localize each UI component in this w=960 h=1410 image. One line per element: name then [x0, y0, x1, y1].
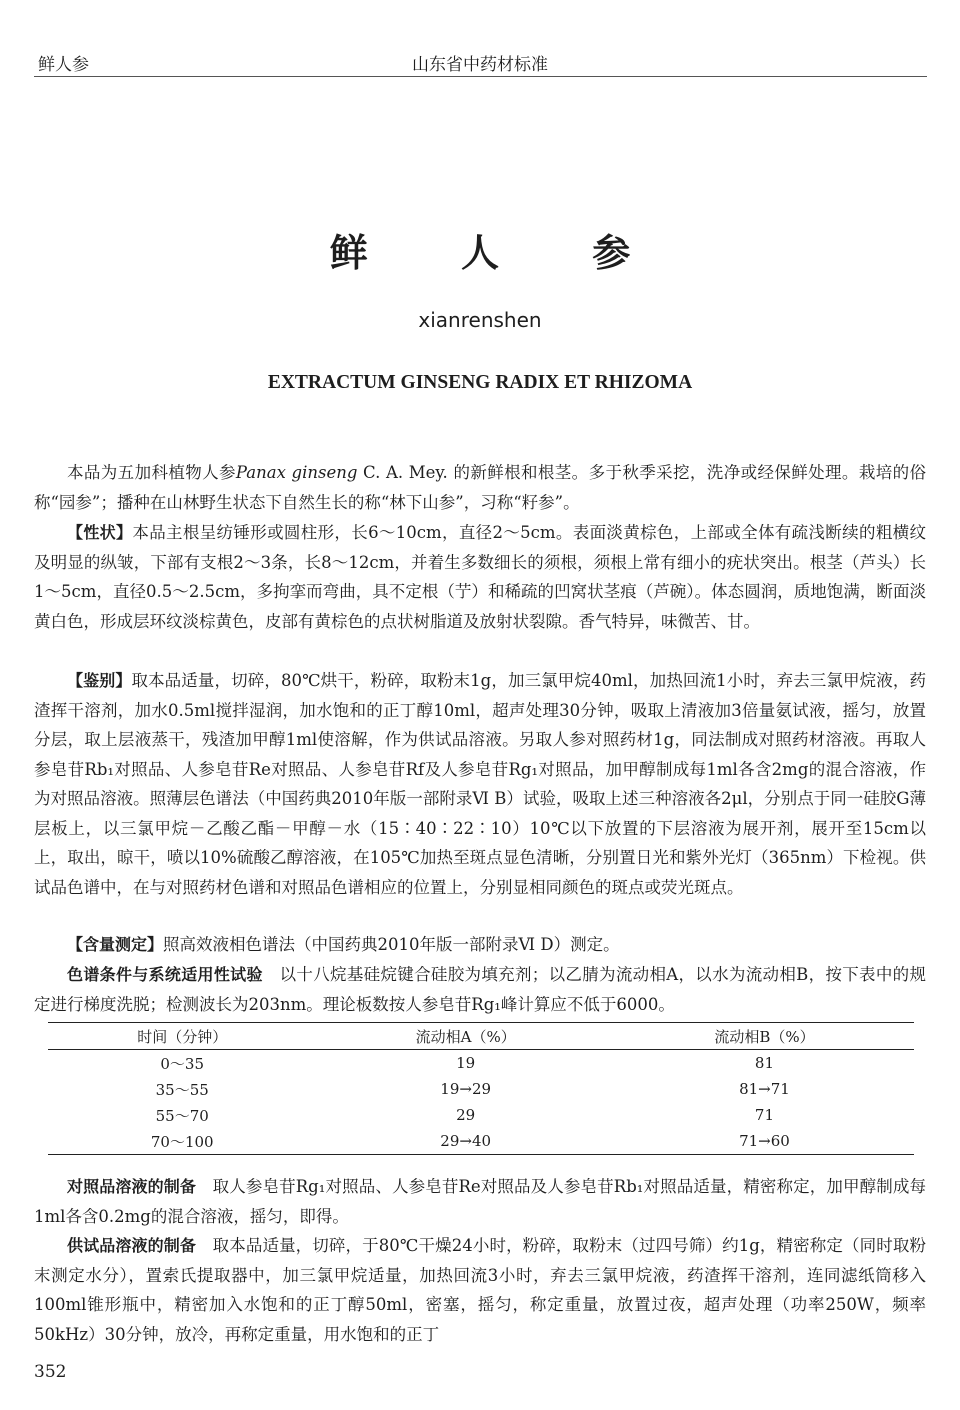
description-text: 本品主根呈纺锤形或圆柱形，长6～10cm，直径2～5cm。表面淡黄棕色，上部或全体有疏浅断续的粗横纹及明显的纵皱，下部有支根2～3条，长8～12cm，并着生多数细长的须根，须根上常有细小的疣状突出。根茎（芦头）长1～5cm，直径0.5～2.5cm，多拘挛而弯曲，具不定根（艼）和稀疏的凹窝状茎痕（芦碗）。体态圆润，质地饱满，断面淡黄白色，形成层环纹淡棕黄色，皮部有黄棕色的点状树脂道及放射状裂隙。香气特异，味微苦、甘。: [34, 523, 926, 631]
reference-solution-text: 取人参皂苷Rg₁对照品、人参皂苷Re对照品及人参皂苷Rb₁对照品适量，精密称定，加甲醇制成每1ml各含0.2mg的混合溶液，摇匀，即得。: [34, 1177, 926, 1226]
table-row: [48, 1128, 914, 1155]
page-number: 352: [34, 1362, 67, 1382]
assay-text: 照高效液相色谱法（中国药典2010年版一部附录Ⅵ D）测定。: [163, 935, 620, 954]
table-cell-phase-b: 71→60: [615, 1128, 914, 1155]
table-cell-time: 35～55: [155, 1080, 209, 1099]
table-row: [48, 1076, 914, 1102]
intro-text-2: C. A. Mey. 的新鲜根和根茎。多于秋季采挖，洗净或经保鲜处理。栽培的俗称“园参”；播种在山林野生状态下自然生长的称“林下山参”，习称“籽参”。: [34, 463, 926, 512]
table-cell-phase-b: 81: [754, 1054, 774, 1072]
header-rule: [34, 76, 927, 77]
reference-solution-heading: 对照品溶液的制备: [67, 1177, 196, 1196]
description-heading: 【性状】: [67, 523, 133, 542]
identification-paragraph: [34, 666, 926, 902]
reference-solution-paragraph: [34, 1172, 926, 1231]
table-header-phase-b: 流动相B（%）: [615, 1023, 914, 1050]
identification-heading: 【鉴别】: [67, 671, 132, 690]
table-cell-phase-a: 29: [456, 1106, 476, 1124]
table-cell-phase-b: 81→71: [739, 1080, 790, 1098]
table-cell-phase-a: 29→40: [316, 1128, 614, 1155]
pinyin-name: xianrenshen: [418, 308, 542, 332]
table-header-row: [48, 1023, 914, 1050]
table-cell-time: 55～70: [155, 1106, 209, 1125]
description-paragraph: [34, 518, 926, 636]
chromatography-heading: 色谱条件与系统适用性试验: [67, 965, 263, 984]
running-header-center: 山东省中药材标准: [412, 55, 548, 75]
table-header-time: 时间（分钟）: [48, 1023, 316, 1050]
species-name: Panax ginseng: [235, 463, 358, 482]
test-solution-paragraph: [34, 1231, 926, 1349]
test-solution-text: 取本品适量，切碎，于80℃干燥24小时，粉碎，取粉末（过四号筛）约1g，精密称定（同时取粉末测定水分），置索氏提取器中，加三氯甲烷适量，加热回流3小时，弃去三氯甲烷液，药渣挥干溶剂，连同滤纸筒移入100ml锥形瓶中，精密加入水饱和的正丁醇50ml，密塞，摇匀，称定重量，放置过夜，超声处理（功率250W，频率50kHz）30分钟，放冷，再称定重量，用水饱和的正丁: [34, 1236, 926, 1344]
chromatography-text: 以十八烷基硅烷键合硅胶为填充剂；以乙腈为流动相A，以水为流动相B，按下表中的规定进行梯度洗脱；检测波长为203nm。理论板数按人参皂苷Rg₁峰计算应不低于6000。: [34, 965, 926, 1014]
table-cell-phase-a: 19→29: [440, 1080, 492, 1098]
intro-text-1: 本品为五加科植物人参: [67, 463, 236, 482]
running-header-left: 鲜人参: [38, 55, 89, 75]
chromatography-paragraph: [34, 960, 926, 1019]
assay-paragraph: [34, 930, 926, 960]
table-cell-phase-b: 71: [754, 1106, 774, 1124]
assay-heading: 【含量测定】: [67, 935, 164, 954]
table-header-phase-a: 流动相A（%）: [316, 1023, 614, 1050]
gradient-table: [48, 1022, 914, 1155]
monograph-title: 鲜 人 参: [329, 231, 671, 275]
intro-paragraph: [34, 458, 926, 517]
table-row: [48, 1102, 914, 1128]
test-solution-heading: 供试品溶液的制备: [67, 1236, 196, 1255]
table-cell-time: 70～100: [48, 1128, 316, 1155]
table-cell-phase-a: 19: [456, 1054, 476, 1072]
latin-name: EXTRACTUM GINSENG RADIX ET RHIZOMA: [267, 372, 693, 393]
identification-text: 取本品适量，切碎，80℃烘干，粉碎，取粉末1g，加三氯甲烷40ml，加热回流1小时，弃去三氯甲烷液，药渣挥干溶剂，加水0.5ml搅拌湿润，加水饱和的正丁醇10ml，超声处理30分钟，吸取上清液加3倍量氨试液，摇匀，放置分层，取上层液蒸干，残渣加甲醇1ml使溶解，作为供试品溶液。另取人参对照药材1g，同法制成对照药材溶液。再取人参皂苷Rb₁对照品、人参皂苷Re对照品、人参皂苷Rf及人参皂苷Rg₁对照品，加甲醇制成每1ml各含2mg的混合溶液，作为对照品溶液。照薄层色谱法（中国药典2010年版一部附录Ⅵ B）试验，吸取上述三种溶液各2μl，分别点于同一硅胶G薄层板上，以三氯甲烷－乙酸乙酯－甲醇－水（15∶40∶22∶10）10℃以下放置的下层溶液为展开剂，展开至15cm以上，取出，晾干，喷以10%硫酸乙醇溶液，在105℃加热至斑点显色清晰，分别置日光和紫外光灯（365nm）下检视。供试品色谱中，在与对照药材色谱和对照品色谱相应的位置上，分别显相同颜色的斑点或荧光斑点。: [34, 671, 926, 897]
table-cell-time: 0～35: [160, 1054, 205, 1073]
table-row: [48, 1050, 914, 1077]
